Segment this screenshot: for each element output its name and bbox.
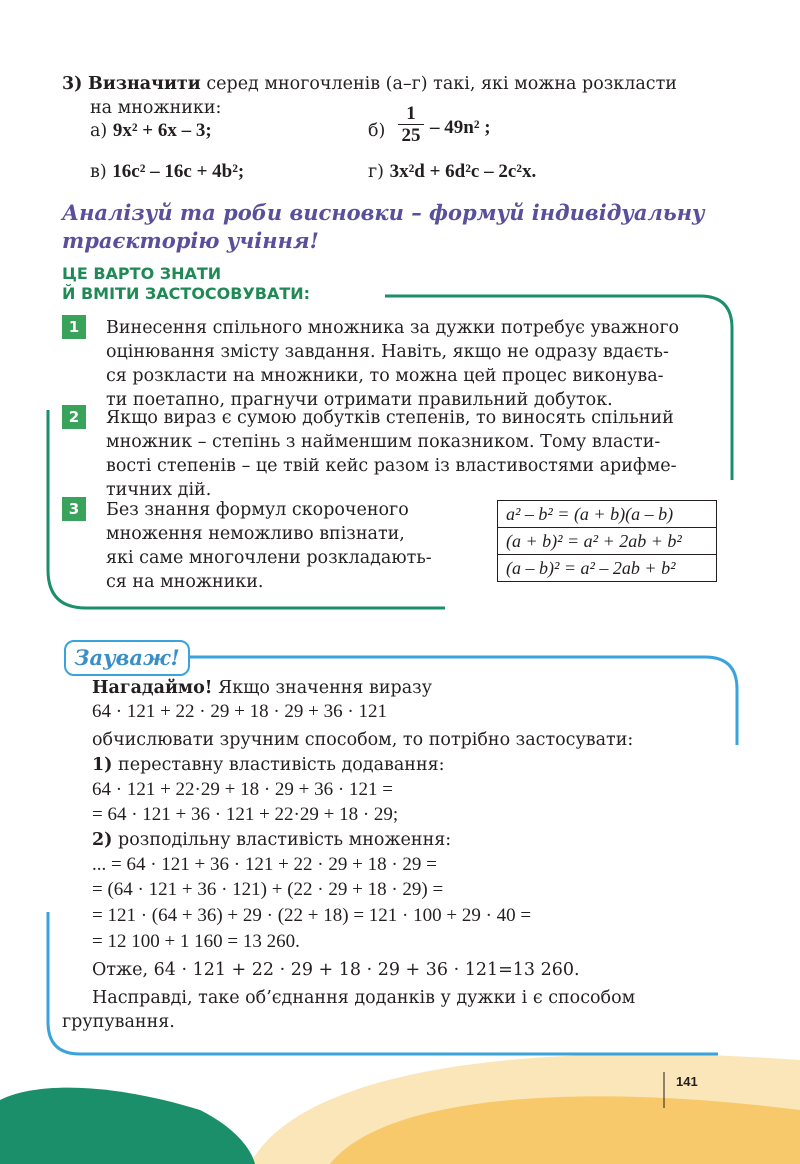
- formula-square-of-sum: (a + b)² = a² + 2ab + b²: [498, 528, 716, 555]
- know-item-3: [106, 498, 432, 594]
- task3-b-label: б): [368, 121, 386, 141]
- task3-v-expr: 16c² – 16c + 4b²;: [112, 161, 245, 182]
- know-item-1-line: ся розкласти на множники, то можна цей процес виконува-: [106, 366, 664, 386]
- note-step2-line2: = (64 · 121 + 36 · 121) + (22 · 29 + 18 · 29) =: [92, 879, 444, 900]
- analyze-heading-line2: траєкторію учіння!: [62, 228, 319, 253]
- note-step2-line4: = 12 100 + 1 160 = 13 260.: [92, 931, 300, 952]
- know-item-1: [106, 316, 679, 412]
- know-item-3-line: ся на множники.: [106, 572, 264, 592]
- task3-b-num: 1: [406, 103, 416, 124]
- task3-number: 3): [62, 74, 83, 94]
- task3-g-expr: 3x²d + 6d²c – 2c²x.: [389, 161, 537, 182]
- know-title-line2: Й ВМІТИ ЗАСТОСОВУВАТИ:: [62, 284, 311, 303]
- task3-a-label: а): [90, 121, 108, 141]
- task3-line2: на множники:: [90, 98, 222, 118]
- formula-difference-of-squares: a² – b² = (a + b)(a – b): [498, 501, 716, 528]
- know-item-1-line: ти поетапно, прагнучи отримати правильний добуток.: [106, 390, 613, 410]
- know-item-3-number: 3: [62, 497, 86, 521]
- task3-b: [368, 119, 385, 143]
- note-title-box: [64, 640, 190, 676]
- task3-v-label: в): [90, 162, 107, 182]
- note-step1-line2: = 64 · 121 + 36 · 121 + 22·29 + 18 · 29;: [92, 804, 399, 825]
- note-final-line2: групування.: [62, 1012, 175, 1032]
- note-step2-text: розподільну властивість множення:: [118, 830, 452, 850]
- task3-b-rest: – 49n² ;: [430, 117, 491, 138]
- task3-a: [90, 119, 212, 143]
- note-step2-line1: ... = 64 · 121 + 36 · 121 + 22 · 29 + 18 · 29 =: [92, 854, 437, 875]
- note-remind-text: Якщо значення виразу: [218, 678, 432, 698]
- formula-table: [497, 500, 717, 582]
- know-item-2-line: тичних дій.: [106, 480, 212, 500]
- know-item-1-line: Винесення спільного множника за дужки потребує уважного: [106, 318, 680, 338]
- note-step2-number: 2): [92, 830, 113, 850]
- note-step2: [92, 828, 451, 852]
- task3-v: [90, 160, 244, 184]
- know-item-2-line: множник – степінь з найменшим показником. Тому власти-: [106, 432, 661, 452]
- formula-square-of-difference: (a – b)² = a² – 2ab + b²: [506, 558, 676, 578]
- note-compute: обчислювати зручним способом, то потрібно застосувати:: [92, 730, 634, 750]
- task3-bold: Визначити: [88, 74, 201, 94]
- note-step1: [92, 753, 445, 777]
- note-expression: 64 · 121 + 22 · 29 + 18 · 29 + 36 · 121: [92, 701, 387, 722]
- know-title-line1: ЦЕ ВАРТО ЗНАТИ: [62, 264, 222, 283]
- note-step2-line3: = 121 · (64 + 36) + 29 · (22 + 18) = 121 · 100 + 29 · 40 =: [92, 905, 532, 926]
- note-conclusion: Отже, 64 · 121 + 22 · 29 + 18 · 29 + 36 · 121=13 260.: [92, 960, 580, 980]
- know-item-1-number: 1: [62, 315, 86, 339]
- task3-line1: [62, 72, 677, 96]
- know-item-3-line: множення неможливо впізнати,: [106, 524, 405, 544]
- note-step1-line1: 64 · 121 + 22·29 + 18 · 29 + 36 · 121 =: [92, 779, 393, 800]
- know-item-3-line: Без знання формул скороченого: [106, 500, 409, 520]
- task3-b-fraction: [398, 104, 424, 147]
- note-remind-bold: Нагадаймо!: [92, 678, 213, 698]
- task3-g: [368, 160, 536, 184]
- note-remind: [92, 676, 432, 700]
- note-title: Зауваж!: [74, 645, 180, 670]
- know-item-2: [106, 406, 677, 502]
- page-number: 141: [676, 1074, 698, 1089]
- task3-g-label: г): [368, 162, 384, 182]
- know-item-3-line: які саме многочлени розкладають-: [106, 548, 432, 568]
- note-step1-text: переставну властивість додавання:: [118, 755, 445, 775]
- know-item-2-line: Якщо вираз є сумою добутків степенів, то виносять спільний: [106, 408, 674, 428]
- task3-b-den: 25: [401, 125, 421, 146]
- know-item-2-number: 2: [62, 405, 86, 429]
- analyze-heading-line1: Аналізуй та роби висновки – формуй індивідуальну: [62, 200, 705, 225]
- task3-text: серед многочленів (а–г) такі, які можна розкласти: [206, 74, 677, 94]
- task3-a-expr: 9x² + 6x – 3;: [112, 120, 212, 141]
- note-step1-number: 1): [92, 755, 113, 775]
- know-item-2-line: вості степенів – це твій кейс разом із властивостями арифме-: [106, 456, 677, 476]
- know-item-1-line: оцінювання змісту завдання. Навіть, якщо не одразу вдаєть-: [106, 342, 669, 362]
- note-final-line1: Насправді, таке об’єднання доданків у дужки і є способом: [92, 988, 636, 1008]
